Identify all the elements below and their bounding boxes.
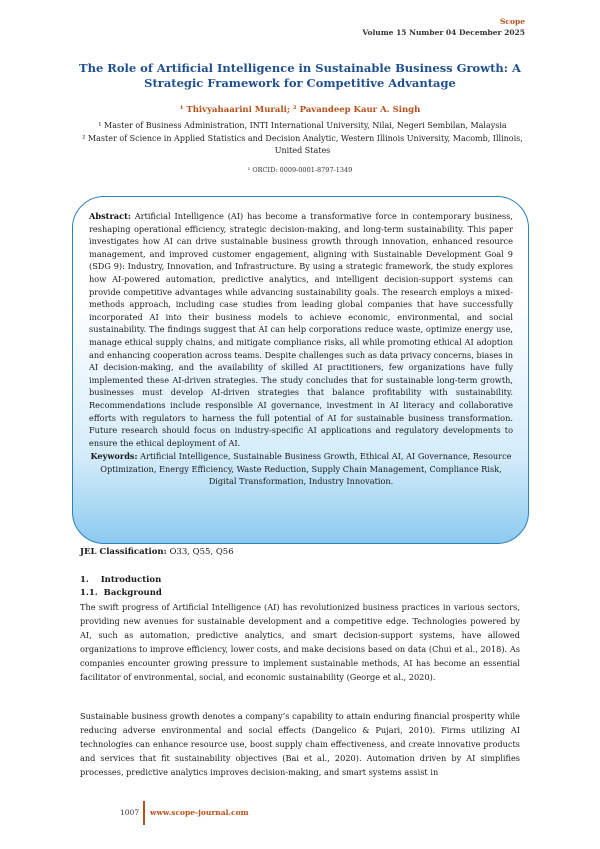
section-heading: 1. Introduction [80,575,162,585]
keywords [89,450,513,488]
jel-label: JEL Classification: [80,547,167,557]
abstract-label: Abstract: [89,211,131,221]
issue-info: Volume 15 Number 04 December 2025 [362,28,525,37]
footer-divider [143,801,145,825]
keywords-label: Keywords: [90,451,138,462]
abstract-text: Artificial Intelligence (AI) has become a transformative force in contemporary business, reshaping operational efficiency, strategic decision-making, and long-term sustainability. This paper investigates how AI can drive sustainable business growth through innovation, enhanced resource management, and improved customer engagement, aligning with Sustainable Development Goal 9 (SDG 9): Industry, Innovation, and Infrastructure. By using a strategic framework, the study explores how AI-powered automation, predictive analytics, and intelligent decision-support systems can provide competitive advantages while advancing sustainability goals. The research employs a mixed-methods approach, including case studies from leading global companies that have successfully incorporated AI into their business models to achieve economic, environmental, and social sustainability. The findings suggest that AI can help corporations reduce waste, optimize energy use, manage ethical supply chains, and mitigate compliance risks, all while promoting ethical AI adoption and enhancing cooperation across teams. Despite challenges such as data privacy concerns, biases in AI decision-making, and the availability of skilled AI practitioners, few organizations have fully implemented these AI-driven strategies. The study concludes that for sustainable long-term growth, businesses must develop AI-driven strategies that balance profitability with sustainability. Recommendations include responsible AI governance, investment in AI literacy and collaborative efforts with regulators to harness the full potential of AI for sustainable business transformation. Future research should focus on industry-specific AI applications and regulatory developments to ensure the ethical deployment of AI. [89,211,513,448]
jel-classification [80,547,234,557]
paper-title: The Role of Artificial Intelligence in Sustainable Business Growth: A Strategic Framework for Competitive Advantage [79,61,521,90]
running-header [362,16,525,38]
abstract-paragraph [89,210,513,449]
jel-codes: O33, Q55, Q56 [169,547,234,557]
body-paragraph-1: The swift progress of Artificial Intelligence (AI) has revolutionized business practices in various sectors, providing new avenues for sustainable development and a competitive edge. Technologies powered by AI, such as automation, predictive analytics, and smart decision-support systems, have allowed organizations to improve efficiency, lower costs, and make decisions based on data (Chui et al., 2018). As companies encounter growing pressure to implement sustainable methods, AI has become an essential facilitator of environmental, social, and economic sustainability (George et al., 2020). [80,602,520,682]
journal-url-link[interactable]: www.scope-journal.com [150,808,249,817]
author-list: ¹ Thivyahaarini Murali; ² Pavandeep Kaur A. Singh [179,105,421,115]
body-paragraph-2: Sustainable business growth denotes a company’s capability to attain enduring financial prosperity while reducing adverse environmental and social effects (Dangelico & Pujari, 2010). Firms utilizing AI technologies can enhance resource use, boost supply chain effectiveness, and create innovative products and services that fit sustainability objectives (Bai et al., 2020). Automation driven by AI simplifies processes, predictive analytics improves decision-making, and smart systems assist in [80,711,520,777]
journal-name: Scope [499,17,525,26]
subsection-heading: 1.1. Background [80,588,162,598]
affiliation-2: ² Master of Science in Applied Statistics and Decision Analytic, Western Illinois University, Macomb, Illinois, United States [82,134,523,155]
keywords-text: Artificial Intelligence, Sustainable Business Growth, Ethical AI, AI Governance, Resource Optimization, Energy Efficiency, Waste Reduction, Supply Chain Management, Compliance Risk, Digital Transformation, Industry Innovation. [100,451,512,487]
orcid: ¹ ORCID: 0009-0001-8797-1349 [247,166,353,174]
affiliation-1: ¹ Master of Business Administration, INTI International University, Nilai, Negeri Sembilan, Malaysia [98,121,507,130]
page-number: 1007 [120,808,140,817]
abstract-box [72,196,529,544]
